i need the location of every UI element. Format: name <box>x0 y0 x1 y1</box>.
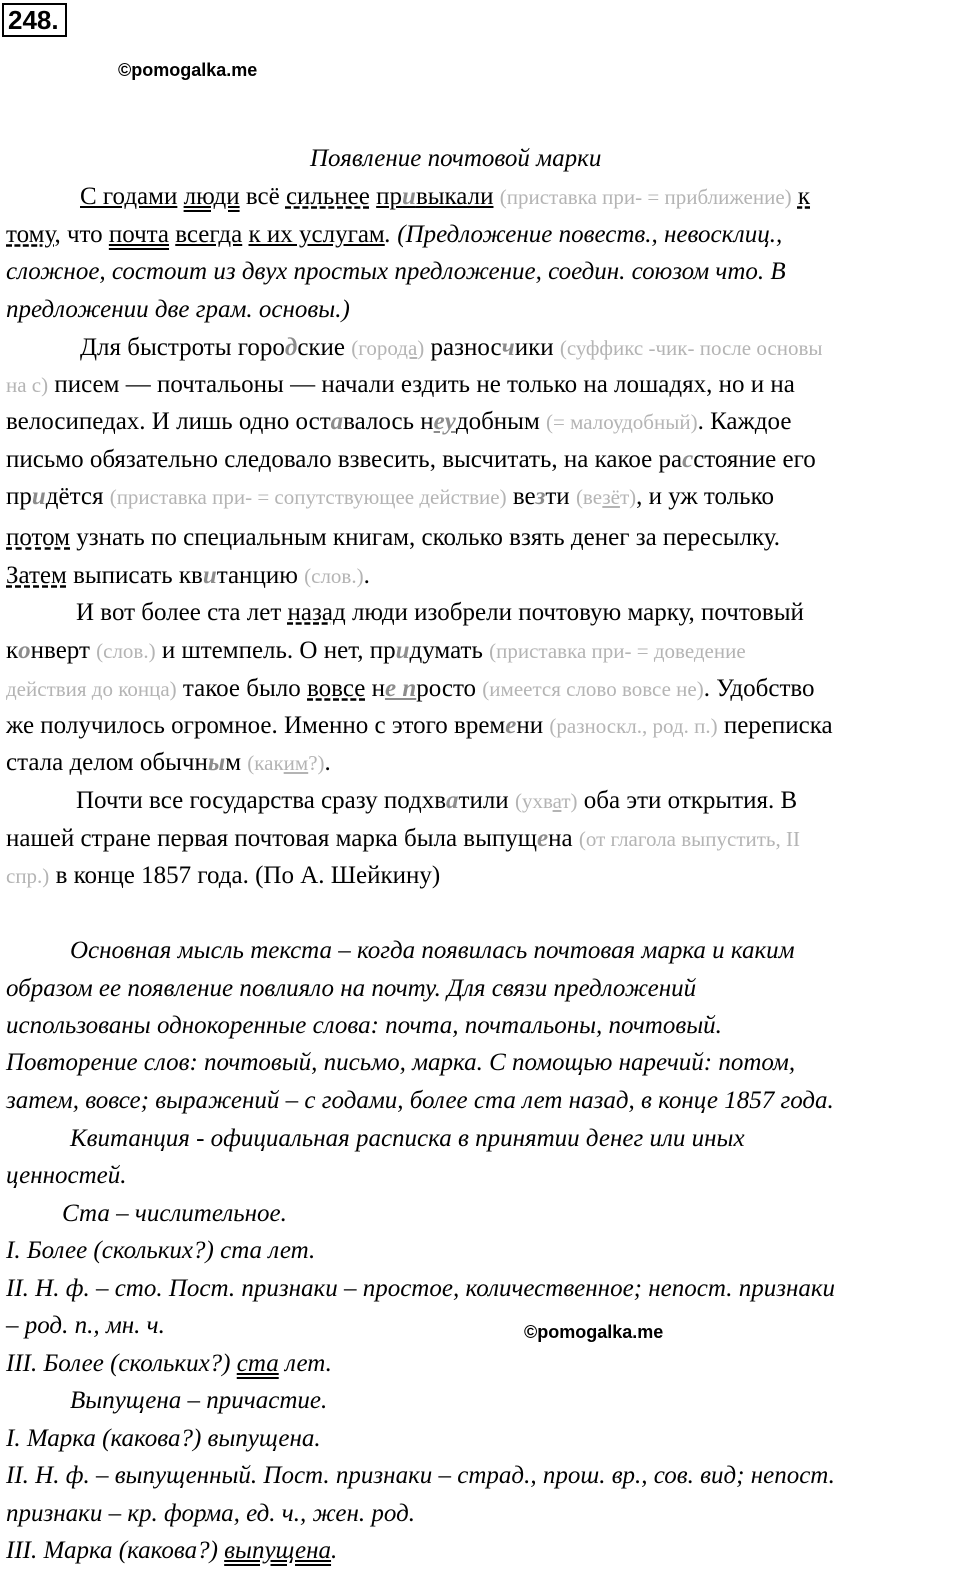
p3-line3: действия до конца) такое было вовсе не просто (имеется слово вовсе не). Удобство <box>6 675 815 702</box>
word: к их услугам <box>248 221 385 248</box>
text-title: Появление почтовой марки <box>310 145 602 172</box>
watermark-bottom: ©pomogalka.me <box>524 1322 664 1342</box>
p2-line7: Затем выписать квитанцию (слов.). <box>6 562 370 589</box>
p3-line1: И вот более ста лет назад люди изобрели почтовую марку, почтовый <box>76 599 804 626</box>
p1-line2: тому, что почта всегда к их услугам. (Предложение повеств., невосклиц., <box>6 221 783 248</box>
p2-line5: придётся (приставка при- = сопутствующее действие) везти (везёт), и уж только <box>6 483 774 510</box>
word: назад <box>287 599 346 626</box>
word: потом <box>6 524 70 551</box>
analysis-line: признаки – кр. форма, ед. ч., жен. род. <box>6 1500 415 1527</box>
analysis-line: I. Марка (какова?) выпущена. <box>6 1425 321 1452</box>
p2-line1: Для быстроты городские (города) разносчики (суффикс -чик- после основы <box>80 334 823 361</box>
analysis-line: затем, вовсе; выражений – с годами, более ста лет назад, в конце 1857 года. <box>6 1087 834 1114</box>
analysis-line: Основная мысль текста – когда появилась почтовая марка и каким <box>70 937 795 964</box>
p2-line2: на с) писем — почтальоны — начали ездить не только на лошадях, но и на <box>6 371 795 398</box>
p3-line5: стала делом обычным (каким?). <box>6 749 331 776</box>
analysis-line: Повторение слов: почтовый, письмо, марка. С помощью наречий: потом, <box>6 1049 796 1076</box>
word: люди <box>183 183 240 210</box>
note: (приставка при- = приближение) <box>499 185 792 209</box>
p4-line3: спр.) в конце 1857 года. (По А. Шейкину) <box>6 862 441 889</box>
p1-line3: сложное, состоит из двух простых предложение, соедин. союзом что. В <box>6 258 786 285</box>
word: почта <box>108 221 169 248</box>
word: всегда <box>175 221 243 248</box>
analysis-line: III. Марка (какова?) выпущена. <box>6 1537 338 1564</box>
p1-line1 <box>80 182 810 212</box>
p4-line1: Почти все государства сразу подхватили (ухват) оба эти открытия. В <box>76 787 798 814</box>
p3-line2: конверт (слов.) и штемпель. О нет, придумать (приставка при- = доведение <box>6 637 746 664</box>
word: всё <box>245 183 280 210</box>
word: вовсе <box>307 675 366 702</box>
analysis-line: Квитанция - официальная расписка в принятии денег или иных <box>70 1125 745 1152</box>
word: С годами <box>80 183 178 210</box>
analysis-line: – род. п., мн. ч. <box>6 1312 165 1339</box>
watermark-top: ©pomogalka.me <box>118 60 258 80</box>
analysis-line: образом ее появление повлияло на почту. Для связи предложений <box>6 975 697 1002</box>
word: к <box>797 183 811 210</box>
exercise-number: 248. <box>2 3 67 37</box>
analysis-line: Выпущена – причастие. <box>70 1387 328 1414</box>
analysis-line: II. Н. ф. – выпущенный. Пост. признаки – страд., прош. вр., сов. вид; непост. <box>6 1462 835 1489</box>
analysis-line: использованы однокоренные слова: почта, почтальоны, почтовый. <box>6 1012 722 1039</box>
p1-line4: предложении две грам. основы.) <box>6 296 350 323</box>
p2-line4: письмо обязательно следовало взвесить, высчитать, на какое расстояние его <box>6 446 816 473</box>
word: Затем <box>6 562 67 589</box>
word: привыкали <box>376 183 494 210</box>
p3-line4: же получилось огромное. Именно с этого времени (разноскл., род. п.) переписка <box>6 712 833 739</box>
analysis-line: I. Более (скольких?) ста лет. <box>6 1237 316 1264</box>
p2-line3: велосипедах. И лишь одно оставалось неудобным (= малоудобный). Каждое <box>6 408 792 435</box>
analysis-line: Ста – числительное. <box>62 1200 287 1227</box>
analysis-line: ценностей. <box>6 1162 127 1189</box>
word: тому <box>6 221 55 248</box>
p2-line6: потом узнать по специальным книгам, сколько взять денег за пересылку. <box>6 524 781 551</box>
p4-line2: нашей стране первая почтовая марка была выпущена (от глагола выпустить, II <box>6 825 800 852</box>
analysis-line: III. Более (скольких?) ста лет. <box>6 1350 332 1377</box>
word: сильнее <box>285 183 370 210</box>
analysis-line: II. Н. ф. – сто. Пост. признаки – простое, количественное; непост. признаки <box>6 1275 836 1302</box>
